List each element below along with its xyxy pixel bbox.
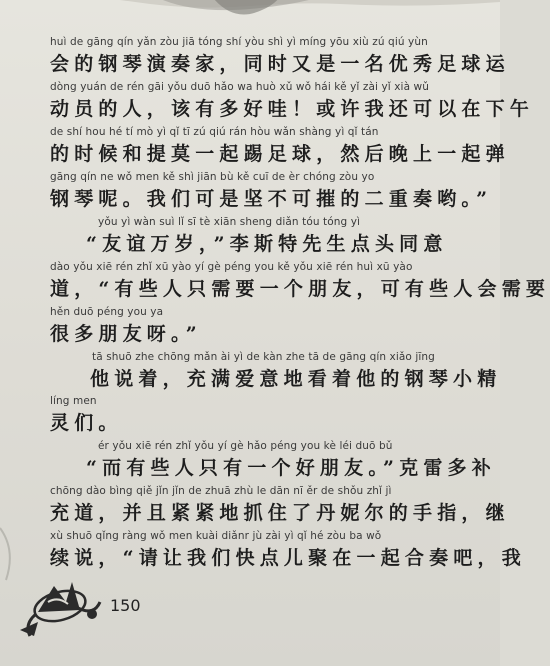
hanzi-row: “而有些人只有一个好朋友。”克雷多补 [86, 457, 496, 479]
pinyin-row: ér yǒu xiē rén zhǐ yǒu yí gè hǎo péng you kè léi duō bǔ [98, 440, 393, 452]
hanzi-row: 他说着，充满爱意地看着他的钢琴小精 [90, 368, 502, 390]
hanzi-row: 道，“有些人只需要一个朋友，可有些人会需要 [50, 278, 550, 300]
page-number: 150 [110, 596, 141, 615]
hanzi-row: 灵们。 [50, 412, 123, 434]
hanzi-row: 动员的人，该有多好哇！或许我还可以在下午 [50, 98, 535, 120]
hanzi-row: 续说，“请让我们快点儿聚在一起合奏吧，我 [50, 547, 526, 569]
page-footer [0, 572, 500, 666]
pinyin-row: dào yǒu xiē rén zhǐ xū yào yí gè péng you kě yǒu xiē rén huì xū yào [50, 261, 413, 273]
pinyin-row: xù shuō qǐng ràng wǒ men kuài diǎnr jù zài yì qǐ hé zòu ba wǒ [50, 530, 382, 542]
pinyin-row: dòng yuán de rén gāi yǒu duō hǎo wa huò xǔ wǒ hái kě yǐ zài yǐ xià wǔ [50, 81, 429, 93]
hanzi-row: 钢琴呢。我们可是坚不可摧的二重奏哟。” [50, 188, 493, 210]
hanzi-row: 会的钢琴演奏家，同时又是一名优秀足球运 [50, 53, 510, 75]
hanzi-row: “友谊万岁，”李斯特先生点头同意 [86, 233, 448, 255]
character-illustration-icon [8, 572, 108, 666]
pinyin-row: gāng qín ne wǒ men kě shì jiān bù kě cuī de èr chóng zòu yo [50, 171, 375, 183]
hanzi-row: 很多朋友呀。” [50, 323, 202, 345]
pinyin-row: tā shuō zhe chōng mǎn ài yì de kàn zhe tā de gāng qín xiǎo jīng [92, 351, 435, 363]
pinyin-row: líng men [50, 395, 97, 407]
pinyin-row: de shí hou hé tí mò yì qǐ tī zú qiú rán hòu wǎn shàng yì qǐ tán [50, 126, 379, 138]
pinyin-row: yǒu yì wàn suì lǐ sī tè xiān sheng diǎn tóu tóng yì [98, 216, 361, 228]
pinyin-row: huì de gāng qín yǎn zòu jiā tóng shí yòu shì yì míng yōu xiù zú qiú yùn [50, 36, 428, 48]
hanzi-row: 的时候和提莫一起踢足球，然后晚上一起弹 [50, 143, 510, 165]
pinyin-row: chōng dào bìng qiě jǐn jǐn de zhuā zhù le dān nī ěr de shǒu zhǐ jì [50, 485, 392, 497]
pinyin-row: hěn duō péng you ya [50, 306, 164, 318]
hanzi-row: 充道，并且紧紧地抓住了丹妮尔的手指，继 [50, 502, 510, 524]
